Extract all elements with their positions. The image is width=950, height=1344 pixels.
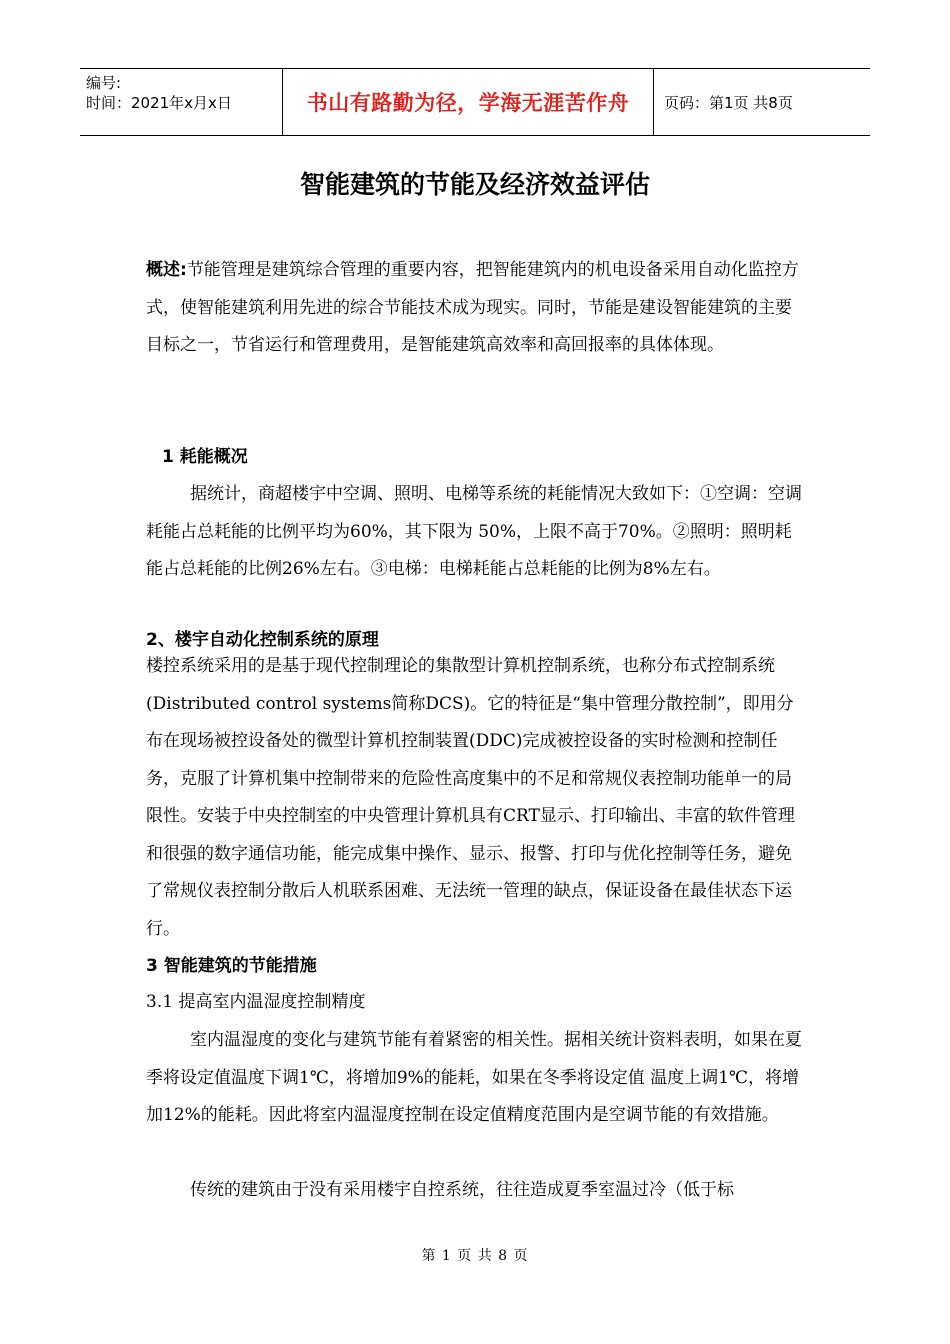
section-3-1-text-1: 室内温湿度的变化与建筑节能有着紧密的相关性。据相关统计资料表明，如果在夏季将设定值温度下调1℃，将增加9%的能耗，如果在冬季将设定值 温度上调1℃，将增加12%的能耗。因此将室内温湿度控制在设定值精度范围内是空调节能的有效措施。 bbox=[146, 1030, 802, 1125]
section-3-1-paragraph-1 bbox=[146, 1022, 806, 1135]
section-2-text: 楼控系统采用的是基于现代控制理论的集散型计算机控制系统，也称分布式控制系统(Distributed control systems简称DCS)。它的特征是“集中管理分散控制”，即用分布在现场被控设备处的微型计算机控制装置(DDC)完成被控设备的实时检测和控制任务，克服了计算机集中控制带来的危险性高度集中的不足和常规仪表控制功能单一的局限性。安装于中央控制室的中央管理计算机具有CRT显示、打印输出、丰富的软件管理和很强的数字通信功能，能完成集中操作、显示、报警、打印与优化控制等任务，避免了常规仪表控制分散后人机联系困难、无法统一管理的缺点，保证设备在最佳状态下运行。 bbox=[146, 656, 795, 939]
header-page-info: 页码：第1页 共8页 bbox=[664, 93, 793, 112]
number-label: 编号: bbox=[86, 74, 122, 92]
section-2-paragraph bbox=[146, 648, 806, 948]
section-3-1-paragraph-2 bbox=[146, 1172, 806, 1210]
header-motto: 书山有路勤为径，学海无涯苦作舟 bbox=[282, 69, 654, 135]
section-3-1-text-2: 传统的建筑由于没有采用楼宇自控系统，往往造成夏季室温过冷（低于标 bbox=[190, 1180, 734, 1200]
summary-text: 节能管理是建筑综合管理的重要内容，把智能建筑内的机电设备采用自动化监控方式，使智能建筑利用先进的综合节能技术成为现实。同时，节能是建设智能建筑的主要目标之一，节省运行和管理费用，是智能建筑高效率和高回报率的具体体现。 bbox=[146, 260, 799, 355]
section-1-paragraph bbox=[146, 476, 806, 589]
summary-paragraph bbox=[146, 252, 806, 365]
section-2-heading: 2、楼宇自动化控制系统的原理 bbox=[146, 630, 379, 650]
section-1-text: 据统计，商超楼宇中空调、照明、电梯等系统的耗能情况大致如下：①空调：空调耗能占总耗能的比例平均为60%，其下限为 50%，上限不高于70%。②照明：照明耗能占总耗能的比例26%左右。③电梯：电梯耗能占总耗能的比例为8%左右。 bbox=[146, 484, 802, 579]
section-3-heading: 3 智能建筑的节能措施 bbox=[146, 956, 317, 976]
page-header bbox=[80, 68, 870, 136]
page-footer: 第 1 页 共 8 页 bbox=[421, 1248, 529, 1264]
section-1-heading: 1 耗能概况 bbox=[162, 447, 248, 467]
section-3-1-heading: 3.1 提高室内温湿度控制精度 bbox=[146, 992, 366, 1012]
header-meta bbox=[80, 69, 282, 135]
summary-lead: 概述: bbox=[146, 260, 187, 280]
time-label: 时间：2021年x月x日 bbox=[86, 94, 232, 112]
document-title: 智能建筑的节能及经济效益评估 bbox=[299, 170, 650, 199]
